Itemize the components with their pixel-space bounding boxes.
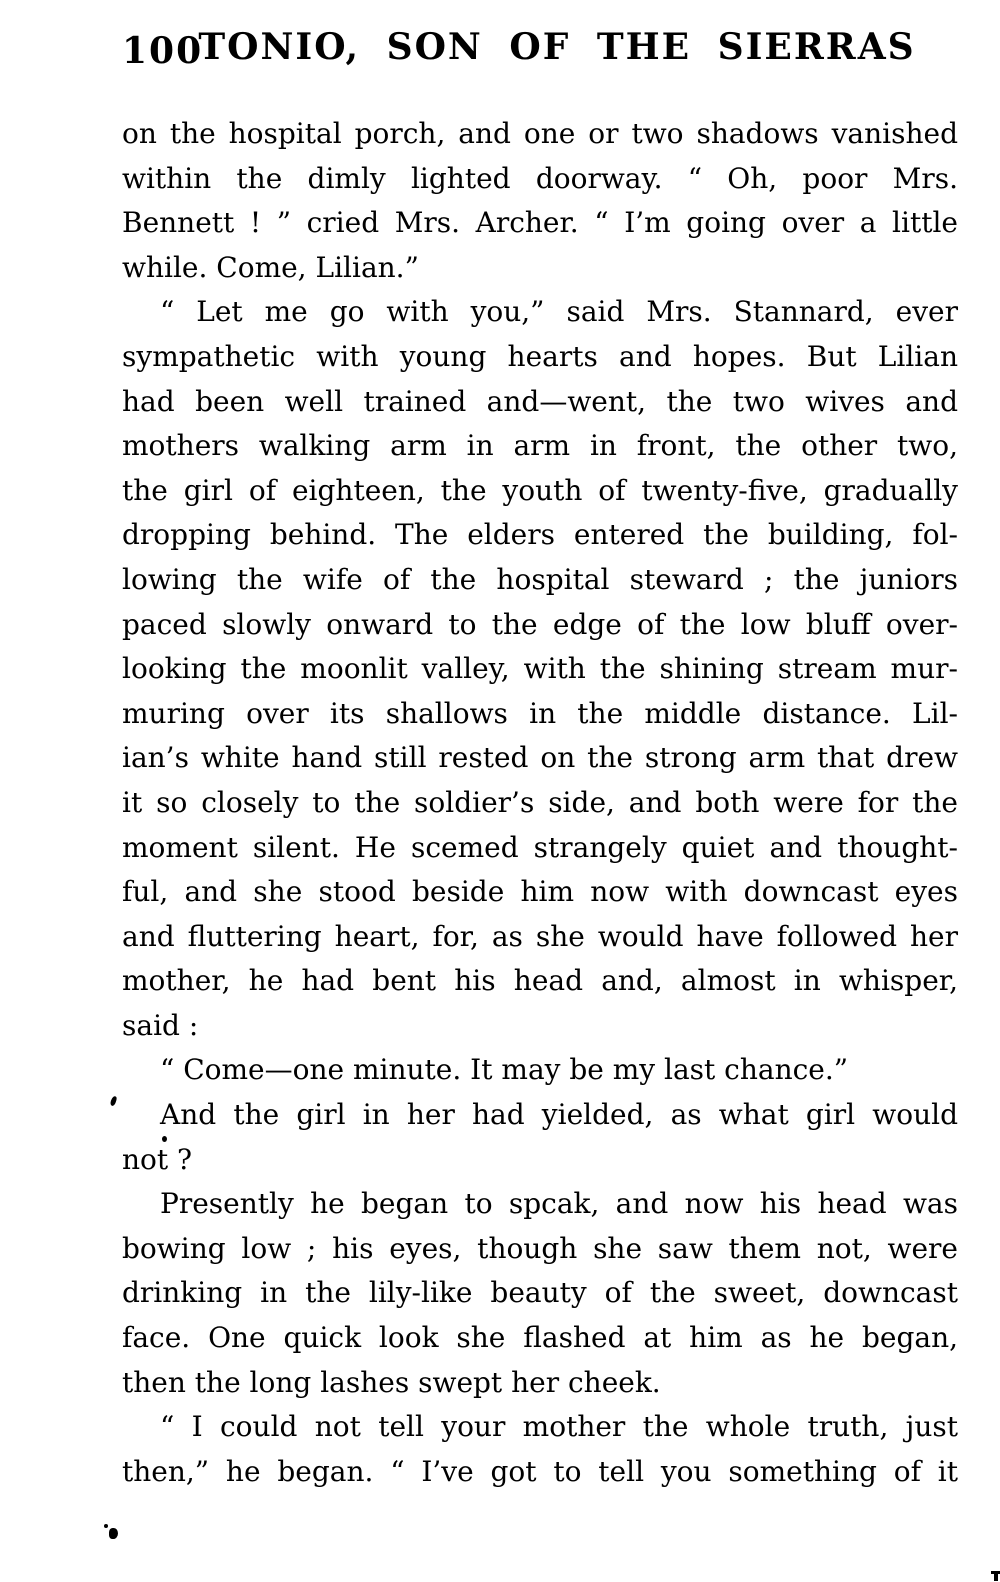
ink-speck (994, 1574, 998, 1581)
text-line: within the dimly lighted doorway. “ Oh, poor Mrs. (122, 161, 958, 195)
text-line: Bennett ! ” cried Mrs. Archer. “ I’m going over a little (122, 206, 958, 240)
text-line: muring over its shallows in the middle distance. Lil- (122, 696, 958, 730)
text-line: face. One quick look she flashed at him as he began, (122, 1321, 958, 1355)
text-line: not ? (122, 1142, 193, 1176)
ink-speck (109, 1528, 118, 1539)
paragraph (122, 290, 958, 1048)
running-title: TONIO, SON OF THE SIERRAS (198, 26, 916, 68)
text-line: “ Come—one minute. It may be my last chance.” (160, 1053, 849, 1087)
text-line: and fluttering heart, for, as she would have followed her (122, 919, 958, 953)
text-line: lowing the wife of the hospital steward ; the juniors (122, 562, 958, 596)
text-line: then,” he began. “ I’ve got to tell you something of it (122, 1454, 958, 1488)
paragraph (122, 1048, 958, 1093)
text-line: the girl of eighteen, the youth of twenty-five, gradually (122, 473, 958, 507)
page-number: 100 (122, 30, 204, 72)
text-line: ful, and she stood beside him now with downcast eyes (122, 875, 958, 909)
text-line: mothers walking arm in arm in front, the other two, (122, 429, 958, 463)
text-line: it so closely to the soldier’s side, and both were for the (122, 785, 958, 819)
paragraph (122, 1093, 958, 1182)
text-line: looking the moonlit valley, with the shining stream mur- (122, 652, 958, 686)
ink-speck (110, 1095, 118, 1106)
page-text (122, 112, 958, 1494)
text-line: then the long lashes swept her cheek. (122, 1365, 661, 1399)
text-line: sympathetic with young hearts and hopes. But Lilian (122, 339, 958, 373)
text-line: had been well trained and—went, the two wives and (122, 384, 958, 418)
text-line: “ Let me go with you,” said Mrs. Stannard, ever (160, 295, 958, 329)
text-line: moment silent. He scemed strangely quiet and thought- (122, 830, 958, 864)
text-line: mother, he had bent his head and, almost in whisper, (122, 964, 958, 998)
paragraph (122, 1405, 958, 1494)
text-line: drinking in the lily-like beauty of the sweet, downcast (122, 1276, 958, 1310)
text-line: said : (122, 1008, 199, 1042)
ink-speck (104, 1524, 108, 1528)
ink-speck (162, 1136, 167, 1142)
text-line: on the hospital porch, and one or two shadows vanished (122, 117, 958, 150)
text-line: bowing low ; his eyes, though she saw them not, were (122, 1231, 958, 1265)
text-line: paced slowly onward to the edge of the low bluff over- (122, 607, 958, 641)
text-line: Presently he began to spcak, and now his head was (160, 1187, 958, 1221)
text-line: ian’s white hand still rested on the strong arm that drew (122, 741, 958, 775)
text-line: while. Come, Lilian.” (122, 250, 419, 284)
text-line: dropping behind. The elders entered the building, fol- (122, 518, 958, 552)
text-line: And the girl in her had yielded, as what girl would (160, 1098, 958, 1132)
paragraph (122, 1182, 958, 1405)
text-line: “ I could not tell your mother the whole truth, just (160, 1410, 958, 1444)
paragraph (122, 112, 958, 290)
